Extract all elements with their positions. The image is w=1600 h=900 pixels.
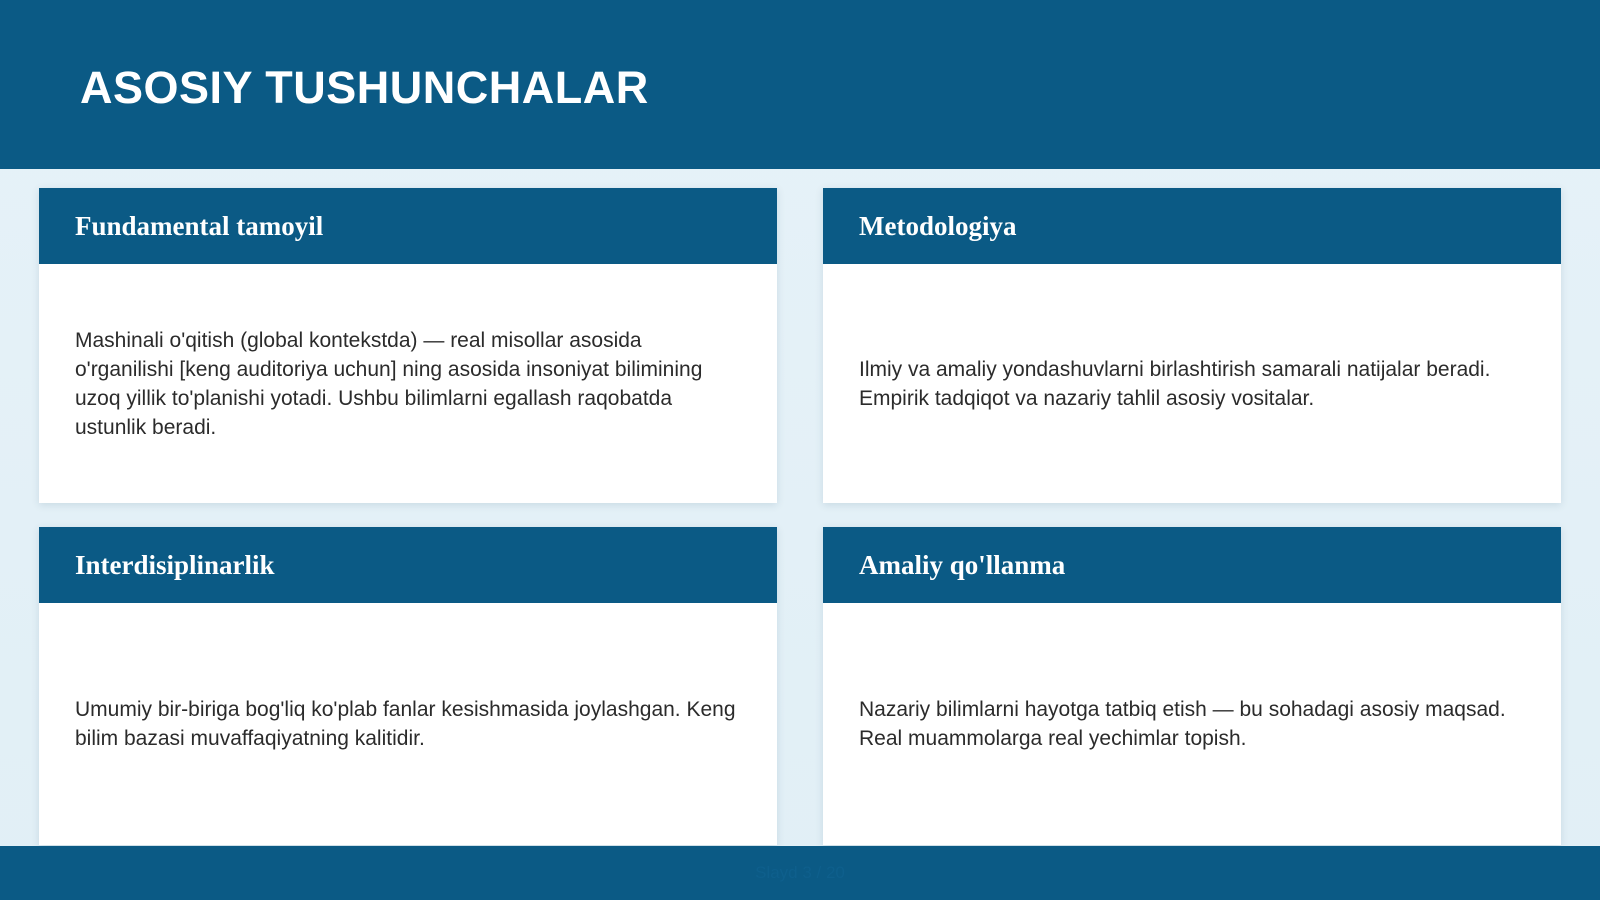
card-body [39, 264, 777, 503]
slide-number: Slayd 3 / 20 [755, 863, 845, 882]
card-title: Amaliy qo'llanma [859, 549, 1066, 580]
card-metodologiya [823, 188, 1561, 503]
card-header [823, 188, 1561, 264]
card-text: Mashinali o'qitish (global kontekstda) — real misollar asosida o'rganilishi [keng auditoriya uchun] ning asosida insoniyat bilimining uzoq yillik to'planishi yotadi. Ushbu bilimlarni egallash raqobatda ustunlik beradi. [75, 328, 703, 439]
card-body [39, 603, 777, 845]
card-text: Umumiy bir-biriga bog'liq ko'plab fanlar kesishmasida joylashgan. Keng bilim bazasi muvaffaqiyatning kalitidir. [75, 698, 736, 750]
slide-header [0, 0, 1600, 169]
card-title: Metodologiya [859, 210, 1017, 241]
card-header [39, 188, 777, 264]
slide-footer [0, 846, 1600, 900]
card-body [823, 264, 1561, 503]
card-text: Ilmiy va amaliy yondashuvlarni birlashtirish samarali natijalar beradi. Empirik tadqiqot va nazariy tahlil asosiy vositalar. [859, 357, 1491, 410]
card-header [39, 527, 777, 603]
card-text: Nazariy bilimlarni hayotga tatbiq etish — bu sohadagi asosiy maqsad. Real muammolarga real yechimlar topish. [859, 698, 1506, 750]
card-interdisiplinarlik [39, 527, 777, 845]
card-title: Fundamental tamoyil [75, 210, 324, 241]
card-fundamental [39, 188, 777, 503]
card-amaliy [823, 527, 1561, 845]
card-body [823, 603, 1561, 845]
card-title: Interdisiplinarlik [75, 549, 275, 580]
card-header [823, 527, 1561, 603]
slide-title: ASOSIY TUSHUNCHALAR [80, 62, 649, 113]
